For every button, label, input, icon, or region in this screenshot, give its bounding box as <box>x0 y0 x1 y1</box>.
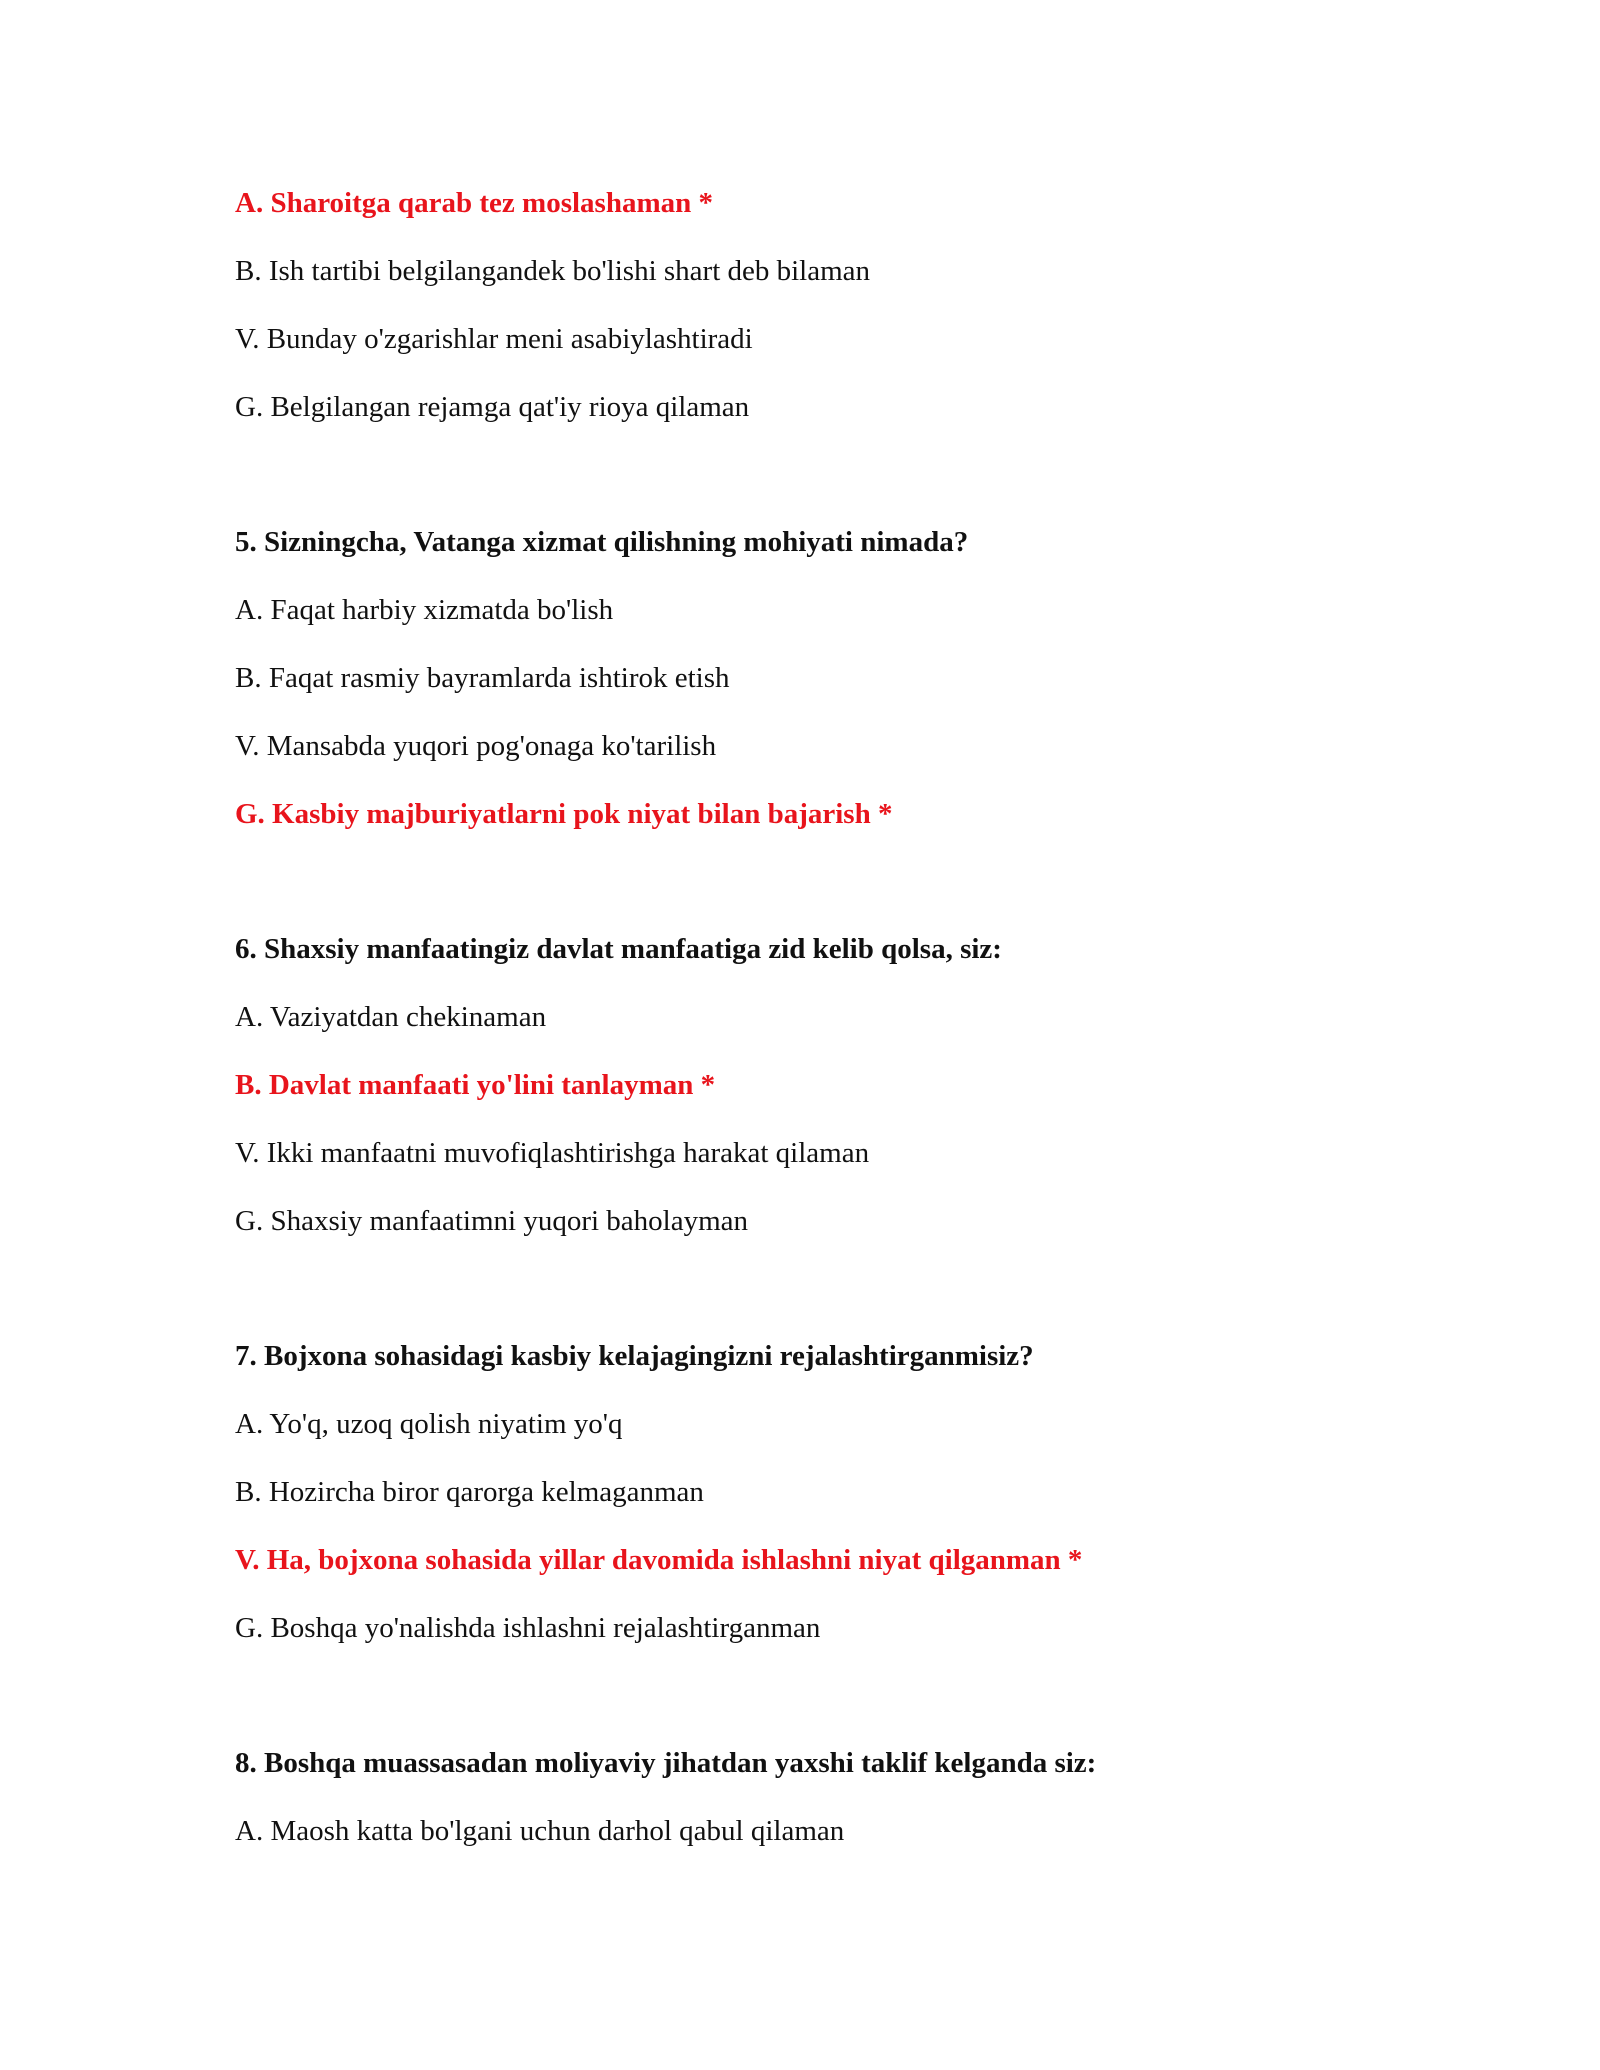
answer-q5-b: B. Faqat rasmiy bayramlarda ishtirok etish <box>235 662 730 694</box>
answer-q5-v: V. Mansabda yuqori pog'onaga ko'tarilish <box>235 730 717 762</box>
answer-q7-v-correct: V. Ha, bojxona sohasida yillar davomida ishlashni niyat qilganman * <box>235 1544 1083 1576</box>
answer-q4-g: G. Belgilangan rejamga qat'iy rioya qilaman <box>235 391 750 423</box>
answer-q7-a: A. Yo'q, uzoq qolish niyatim yo'q <box>235 1408 623 1440</box>
answer-q4-a-correct: A. Sharoitga qarab tez moslashaman * <box>235 187 713 219</box>
question-7: 7. Bojxona sohasidagi kasbiy kelajagingizni rejalashtirganmisiz? <box>235 1340 1034 1372</box>
answer-q6-g: G. Shaxsiy manfaatimni yuqori baholayman <box>235 1205 749 1237</box>
question-5: 5. Sizningcha, Vatanga xizmat qilishning mohiyati nimada? <box>235 526 969 558</box>
answer-q5-g-correct: G. Kasbiy majburiyatlarni pok niyat bilan bajarish * <box>235 798 893 830</box>
answer-q7-b: B. Hozircha biror qarorga kelmaganman <box>235 1476 704 1508</box>
answer-q6-a: A. Vaziyatdan chekinaman <box>235 1001 547 1033</box>
document-page <box>235 186 1465 1848</box>
answer-q4-v: V. Bunday o'zgarishlar meni asabiylashtiradi <box>235 323 753 355</box>
question-8: 8. Boshqa muassasadan moliyaviy jihatdan yaxshi taklif kelganda siz: <box>235 1747 1097 1779</box>
answer-q6-b-correct: B. Davlat manfaati yo'lini tanlayman * <box>235 1069 716 1101</box>
answer-q8-a: A. Maosh katta bo'lgani uchun darhol qabul qilaman <box>235 1815 845 1847</box>
answer-q6-v: V. Ikki manfaatni muvofiqlashtirishga harakat qilaman <box>235 1137 870 1169</box>
answer-q5-a: A. Faqat harbiy xizmatda bo'lish <box>235 594 614 626</box>
question-6: 6. Shaxsiy manfaatingiz davlat manfaatiga zid kelib qolsa, siz: <box>235 933 1002 965</box>
answer-q7-g: G. Boshqa yo'nalishda ishlashni rejalashtirganman <box>235 1612 821 1644</box>
answer-q4-b: B. Ish tartibi belgilangandek bo'lishi shart deb bilaman <box>235 255 871 287</box>
